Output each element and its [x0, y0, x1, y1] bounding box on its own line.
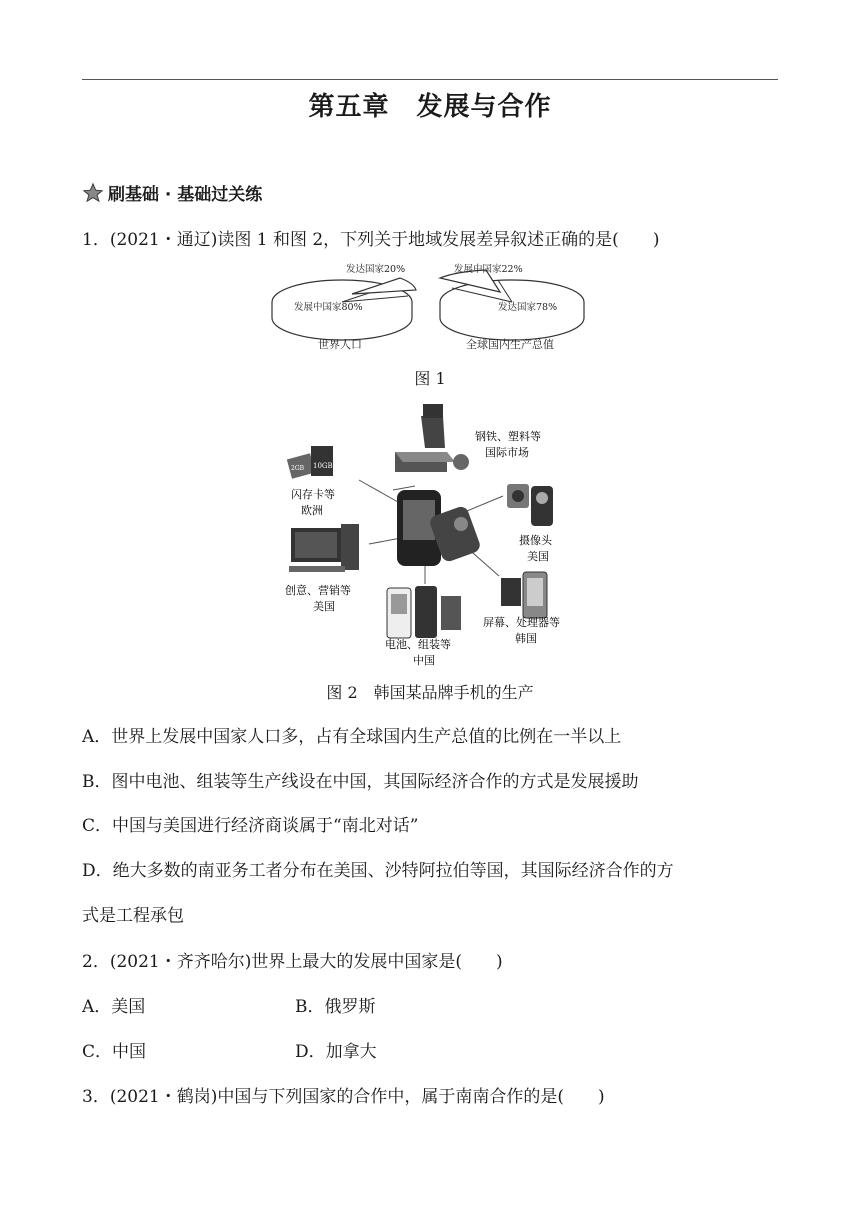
label-battery-2: 中国 [413, 654, 435, 667]
q2-stem: 2．(2021・齐齐哈尔)世界上最大的发展中国家是( ) [82, 952, 503, 972]
pie-world-population-title: 世界人口 [318, 338, 362, 351]
pie-world-gdp-title: 全球国内生产总值 [466, 338, 554, 351]
label-developing-gdp: 发展中国家22% [454, 264, 523, 275]
q3-stem: 3．(2021・鹤岗)中国与下列国家的合作中，属于南南合作的是( ) [82, 1087, 605, 1107]
flash-card-icon [287, 446, 333, 479]
star-icon [82, 182, 104, 204]
label-camera-1: 摄像头 [519, 534, 552, 547]
q1-option-c[interactable]: C．中国与美国进行经济商谈属于“南北对话” [82, 816, 419, 836]
q1-stem: 1．(2021・通辽)读图 1 和图 2，下列关于地域发展差异叙述正确的是( ) [82, 230, 660, 250]
chapter-title: 第五章 发展与合作 [308, 92, 552, 122]
label-screen-1: 屏幕、处理器等 [483, 616, 560, 629]
pie-world-population [272, 263, 416, 351]
label-flash-2: 欧洲 [301, 504, 323, 517]
label-battery-1: 电池、组装等 [385, 638, 451, 651]
header-rule [82, 79, 778, 80]
q2-option-a[interactable]: A．美国 [82, 997, 146, 1017]
q1-option-d-line2[interactable]: 式是工程承包 [82, 906, 184, 926]
q2-option-d[interactable]: D．加拿大 [295, 1042, 377, 1062]
pie-world-gdp [440, 263, 584, 351]
section-heading-text: 刷基础 · 基础过关练 [108, 185, 263, 205]
label-developed-gdp: 发达国家78% [498, 302, 558, 313]
figure2-caption: 图 2 韩国某品牌手机的生产 [326, 683, 534, 702]
battery-icon [387, 586, 461, 638]
q1-option-d-line1[interactable]: D．绝大多数的南亚务工者分布在美国、沙特阿拉伯等国，其国际经济合作的方 [82, 861, 674, 881]
figure2-diagram [275, 398, 585, 670]
screen-icon [501, 572, 547, 618]
q2-option-c[interactable]: C．中国 [82, 1042, 147, 1062]
svg-text:10GB: 10GB [313, 462, 333, 470]
phone-icon [397, 490, 482, 566]
label-screen-2: 韩国 [515, 632, 537, 645]
section-heading [82, 180, 262, 205]
q1-option-a[interactable]: A．世界上发展中国家人口多，占有全球国内生产总值的比例在一半以上 [82, 727, 622, 747]
label-flash-1: 闪存卡等 [291, 488, 335, 501]
label-developing-pop: 发展中国家80% [294, 302, 363, 313]
computer-icon [289, 524, 359, 572]
label-creative-1: 创意、营销等 [285, 584, 351, 597]
figure1-caption: 图 1 [414, 369, 446, 388]
svg-text:2GB: 2GB [291, 465, 305, 472]
q2-option-b[interactable]: B．俄罗斯 [295, 997, 376, 1017]
label-steel-1: 钢铁、塑料等 [475, 430, 541, 443]
steel-icon [395, 404, 469, 472]
label-camera-2: 美国 [527, 550, 549, 563]
figure1-charts [262, 258, 602, 358]
label-developed-pop: 发达国家20% [346, 264, 406, 275]
label-creative-2: 美国 [313, 600, 335, 613]
label-steel-2: 国际市场 [485, 446, 529, 459]
camera-icon [507, 484, 553, 526]
q1-option-b[interactable]: B．图中电池、组装等生产线设在中国，其国际经济合作的方式是发展援助 [82, 772, 639, 792]
